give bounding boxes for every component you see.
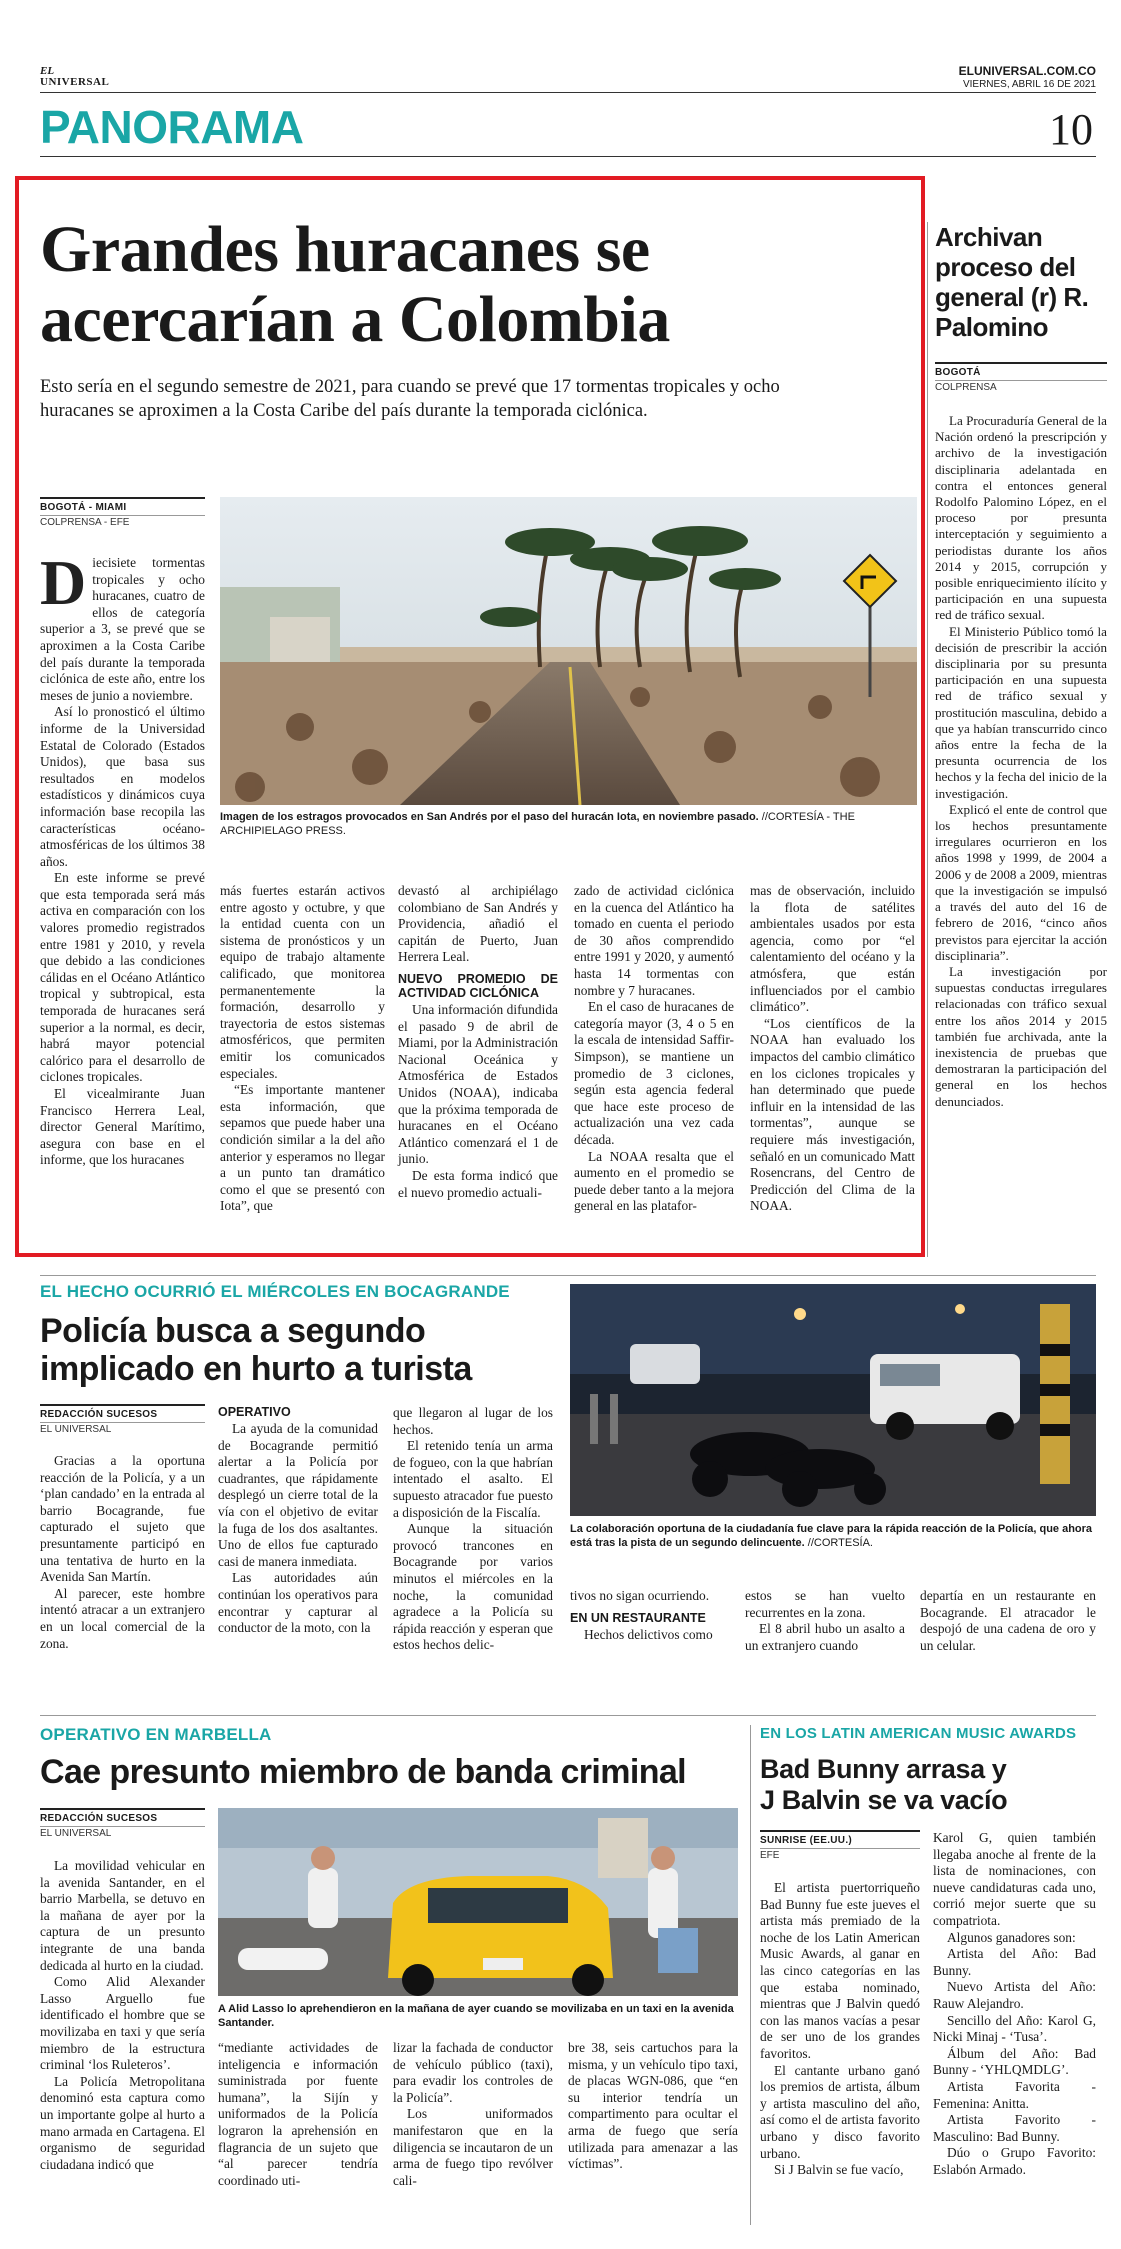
story4-col2 (933, 1830, 1096, 2178)
story2-col5 (745, 1588, 905, 1654)
story3-headline: Cae presunto miembro de banda criminal (40, 1753, 687, 1791)
lead-headline-line1: Grandes huracanes se (40, 213, 650, 286)
story2-col4-p2: Hechos delictivos como (584, 1626, 713, 1642)
lead-col1-p3: En este informe se prevé que esta temporada será más activa en comparación con los valores promedio registrados entre 1981 y 2010, y revela que debido a las condiciones cálidas en el Océano Atlántico tropical y subtropical, esta temporada de huracanes será superior a la normal, es decir, habrá mayor potencial calórico para el desarrollo de ciclones tropicales. (40, 870, 205, 1085)
story2-col4 (570, 1588, 730, 1643)
police-night-image (570, 1284, 1096, 1516)
lead-photo-caption (220, 810, 917, 838)
story2-col1-p2: Al parecer, este hombre intentó atracar a un extranjero en un local comercial de la zona. (40, 1585, 205, 1651)
masthead (40, 62, 1096, 93)
story2-col3-p2: El retenido tenía un arma de fogueo, con la que habrían intentado el asalto. El supuesto atracador fue puesto a disposición de la Fiscalía. (393, 1438, 553, 1520)
story4-col1-p2: El cantante urbano ganó los premios de artista, álbum y artista masculino del año, así como el de artista favorito urbano y disco favorito urbano. (760, 2062, 920, 2161)
story2-col5-p2: El 8 abril hubo un asalto a un extranjero cuando (745, 1621, 905, 1653)
story2-caption-credit: //CORTESÍA. (804, 1537, 873, 1549)
page-number: 10 (1049, 105, 1093, 154)
story4-byline-place: SUNRISE (EE.UU.) (760, 1835, 853, 1846)
story2-col4-p1: tivos no sigan ocurriendo. (570, 1588, 710, 1603)
story3-col1-p1: La movilidad vehicular en la avenida Santander, en el barrio Marbella, se detuvo en la mañana de ayer por la captura de un presunto integrante de una banda dedicada al hurto en la ciudad. (40, 1858, 205, 1973)
story4-col1-p3: Si J Balvin se fue vacío, (774, 2162, 904, 2178)
story3-byline (40, 1808, 205, 1839)
lead-col1 (40, 547, 205, 1169)
lead-col4-p3: La NOAA resalta que el aumento en el promedio se puede deber tanto a la mejora general en las platafor- (574, 1148, 734, 1214)
sidebar-byline-agency: COLPRENSA (935, 380, 1107, 393)
story4-divider (750, 1725, 751, 2225)
story3-photo (218, 1808, 738, 1996)
story2-col2-p1: La ayuda de la comunidad de Bocagrande permitió alertar a la Policía por cuadrantes, que rápidamente desplegó un cierre total de la vía con el objetivo de evitar la fuga de los dos asaltantes. Uno de ellos fue capturado casi de manera inmediata. (218, 1421, 378, 1569)
story2-col1 (40, 1453, 205, 1652)
story4-col2-p9: Dúo o Grupo Favorito: Eslabón Armado. (933, 2145, 1096, 2177)
story4-headline-line2: J Balvin se va vacío (760, 1785, 1008, 1815)
lead-col5 (750, 883, 915, 1215)
story2-headline-line1: Policía busca a segundo (40, 1312, 426, 1350)
story4-col2-p1: Karol G, quien también llegaba anoche al frente de la lista de nominaciones, con nueve candidaturas cada uno, corrió mejor suerte que su compatriota. (933, 1830, 1096, 1928)
story2-headline-line2: implicado en hurto a turista (40, 1350, 472, 1388)
site-url: ELUNIVERSAL.COM.CO (958, 64, 1096, 78)
story4-col2-p8: Artista Favorito - Masculino: Bad Bunny. (933, 2112, 1096, 2144)
story2-kicker: EL HECHO OCURRIÓ EL MIÉRCOLES EN BOCAGRANDE (40, 1282, 510, 1301)
story2-photo (570, 1284, 1096, 1516)
sidebar-p2: El Ministerio Público tomó la decisión de prescribir la acción disciplinaria por su presunta participación en una supuesta red de tráfico sexual y prostitución masculina, debido a que ya habían transcurrido cinco años entre la fecha de la presunta ocurrencia de los hechos y la fecha del inicio de la investigación. (935, 623, 1107, 801)
story4-col2-p7: Artista Favorita - Femenina: Anitta. (933, 2078, 1096, 2111)
issue-date: VIERNES, ABRIL 16 DE 2021 (962, 79, 1096, 90)
story3-kicker: OPERATIVO EN MARBELLA (40, 1725, 272, 1744)
dropcap: D (40, 547, 87, 618)
lead-col3-p3: De esta forma indicó que el nuevo promedio actuali- (398, 1167, 558, 1200)
story2-col4-subhead: EN UN RESTAURANTE (570, 1610, 706, 1625)
lead-col3-p2: Una información difundida el pasado 9 de abril de Miami, por la Administración Nacional Oceánica y Atmosférica de Estados Unidos (NOAA), indicaba que la próxima temporada de huracanes en el Océano Atlántico comenzará el 1 de junio. (398, 1001, 558, 1167)
lead-caption-credit: //CORTESÍA - THE ARCHIPIELAGO PRESS. (220, 811, 855, 837)
sidebar-body (935, 413, 1107, 1110)
story3-col1 (40, 1858, 205, 2173)
sidebar-p3: Explicó el ente de control que los hechos presuntamente irregulares ocurrieron en los años 1998 y 1999, de 2004 a 2006 y de 2008 a 2009, mientras que la investigación se impulsó a través del auto del 16 de febrero de 2016, “cinco años previstos para ejercitar la acción disciplinaria”. (935, 801, 1107, 963)
lead-headline-line2: acercarían a Colombia (40, 283, 670, 356)
lead-col5-p2: “Los científicos de la NOAA han evaluado los impactos del cambio climático en los ciclones tropicales y han determinado que puede influir en la intensidad de las tormentas”, aunque se requiere más investigación, señaló en un comunicado Matt Rosencrans, del Centro de Predicción del Clima de la NOAA. (750, 1015, 915, 1214)
lead-col2-p2: “Es importante mantener esta información, que sepamos que puede haber una condición similar a la del año anterior y esperamos no llegar a un punto tan dramático como el que se presentó con Iota”, que (220, 1082, 385, 1214)
story3-byline-agency: EL UNIVERSAL (40, 1826, 205, 1839)
lead-col4 (574, 883, 734, 1215)
story3-col1-p3: La Policía Metropolitana denominó esta captura como un importante golpe al hurto a mano armada en Cartagena. El organismo de seguridad ciudadana indicó que (40, 2073, 205, 2172)
story3-col3 (393, 2040, 553, 2189)
lead-col3 (398, 883, 558, 1201)
story4-col2-p4: Nuevo Artista del Año: Rauw Alejandro. (933, 1979, 1096, 2011)
sidebar-p1: La Procuraduría General de la Nación ordenó la prescripción y archivo de la investigación disciplinaria adelantada en contra el entonces general Rodolfo Palomino López, en el proceso por presunta interceptación y seguimiento a periodistas durante los años 2014 y 2015, corrupción y posible enriquecimiento ilícito y participación en una supuesta red de tráfico sexual. (935, 413, 1107, 623)
story4-col2-p3: Artista del Año: Bad Bunny. (933, 1946, 1096, 1978)
lead-col1-p2: Así lo pronosticó el último informe de la Universidad Estatal de Colorado (Estados Unidos), que basa sus resultados en modelos estadísticos y dinámicos cuya información base recopila las características océano-atmosféricas de los últimos 38 años. (40, 704, 205, 869)
logo-bottom: UNIVERSAL (40, 76, 110, 88)
story3-col4 (568, 2040, 738, 2173)
section-title: PANORAMA (40, 101, 304, 153)
logo-top: EL (40, 65, 55, 77)
story4-byline (760, 1830, 920, 1861)
story4-col1-p1: El artista puertorriqueño Bad Bunny fue este jueves el artista más premiado de la noche de los Latin American Music Awards, al ganar en las cinco categorías en las que estaba nominado, mientras que J Balvin quedó con las manos vacías a pesar de ser uno de los grandes favoritos. (760, 1880, 920, 2061)
story2-col2-p2: Las autoridades aún continúan los operativos para encontrar y capturar al conductor de la moto, con la (218, 1570, 378, 1636)
lead-col2-p1: más fuertes estarán activos entre agosto y octubre, y que la entidad cuenta con un sistema de pronósticos y un equipo de trabajo altamente calificado, que monitorea permanentemente la formación, desarrollo y trayectoria de estos sistemas atmosféricos, que permiten emitir los comunicados especiales. (220, 883, 385, 1081)
story4-headline (760, 1754, 1096, 1816)
story2-col3-p3: Aunque la situación provocó trancones en Bocagrande por varios minutos el miércoles en la noche, la comunidad agradece a la Policía su rápida reacción y esperan que estos hechos delic- (393, 1521, 553, 1653)
sidebar-p4: La investigación por supuestas conductas irregulares relacionadas con tráfico sexual entre los años 2014 y 2015 también fue archivada, ante la inexistencia de pruebas que demostraran la participación del general en los hechos denunciados. (935, 963, 1107, 1109)
sidebar-byline (935, 362, 1107, 393)
story3-rule (40, 1715, 1096, 1716)
sidebar-rule (927, 222, 928, 1257)
story2-col6-p1: departía en un restaurante en Bocagrande. El atracador le despojó de una cadena de oro y un celular. (920, 1588, 1096, 1653)
story2-byline-agency: EL UNIVERSAL (40, 1422, 205, 1435)
story2-col1-p1: Gracias a la oportuna reacción de la Policía, y a un ‘plan candado’ en la entrada al barrio Bocagrande, fue capturado el sujeto que presuntamente participó en una tentativa de hurto en la Avenida San Martín. (40, 1453, 205, 1585)
story2-byline (40, 1404, 205, 1435)
lead-caption-text: Imagen de los estragos provocados en San Andrés por el paso del huracán Iota, en noviembre pasado. (220, 811, 759, 823)
section-rule (40, 156, 1096, 157)
lead-byline-place: BOGOTÁ - MIAMI (40, 502, 127, 513)
lead-col2 (220, 883, 385, 1215)
story2-col3-p1: que llegaron al lugar de los hechos. (393, 1405, 553, 1437)
story2-rule (40, 1275, 1096, 1276)
story3-col4-p1: bre 38, seis cartuchos para la misma, y un vehículo tipo taxi, de placas WGN-086, que “en su interior tendría un compartimento para ocultar el arma de fuego que sería utilizada para amenazar a las víctimas”. (568, 2040, 738, 2172)
lead-col3-p1: devastó al archipiélago colombiano de San Andrés y Providencia, añadió el capitán de Puerto, Juan Herrera Leal. (398, 883, 558, 965)
story3-col2-p1: “mediante actividades de inteligencia e información suministrada por fuente humana”, la Sijín y uniformados de la Policía lograron la aprehensión en flagrancia de un sujeto que “al parecer tendría coordinado uti- (218, 2040, 378, 2188)
lead-col4-p2: En el caso de huracanes de categoría mayor (3, 4 o 5 en la escala de intensidad Saffir-Simpson), se mantiene un promedio de 3 ciclones, según esta agencia federal que hace este proceso de actualización una vez cada década. (574, 999, 734, 1147)
story3-byline-place: REDACCIÓN SUCESOS (40, 1813, 158, 1824)
story2-byline-place: REDACCIÓN SUCESOS (40, 1409, 158, 1420)
logo (40, 66, 109, 88)
story3-photo-caption (218, 2002, 738, 2030)
sidebar-headline: Archivan proceso del general (r) R. Palomino (935, 222, 1089, 342)
story4-col2-p5: Sencillo del Año: Karol G, Nicki Minaj - ‘Tusa’. (933, 2012, 1096, 2045)
sidebar-byline-place: BOGOTÁ (935, 367, 981, 378)
story2-caption-text: La colaboración oportuna de la ciudadanía fue clave para la rápida reacción de la Policía, que ahora está tras la pista de un segundo delincuente. (570, 1523, 1093, 1549)
story2-col5-p1: estos se han vuelto recurrentes en la zona. (745, 1588, 905, 1620)
arrest-taxi-image (218, 1808, 738, 1996)
story2-photo-caption (570, 1522, 1096, 1550)
story3-col3-p1: lizar la fachada de conductor de vehículo público (taxi), para evadir los controles de la Policía”. (393, 2040, 553, 2105)
lead-col1-p4: El vicealmirante Juan Francisco Herrera Leal, director General Marítimo, asegura con base en el informe, que los huracanes (40, 1086, 205, 1168)
story2-col2-subhead: OPERATIVO (218, 1405, 291, 1419)
story4-col2-p6: Álbum del Año: Bad Bunny - ‘YHLQMDLG’. (933, 2045, 1096, 2078)
story3-col1-p2: Como Alid Alexander Lasso Arguello fue identificado el hombre que se movilizaba en taxi y que sería miembro de la estructura criminal ‘los Ruleteros’. (40, 1974, 205, 2073)
story4-col2-p2: Algunos ganadores son: (947, 1929, 1076, 1945)
lead-headline (40, 215, 920, 355)
story3-col2 (218, 2040, 378, 2189)
lead-byline-agency: COLPRENSA - EFE (40, 515, 205, 528)
story4-byline-agency: EFE (760, 1848, 920, 1861)
story3-col3-p2: Los uniformados manifestaron que en la diligencia se incautaron de un arma de fuego tipo revólver cali- (393, 2106, 553, 2188)
hurricane-damage-image (220, 497, 917, 805)
lead-deck: Esto sería en el segundo semestre de 2021, para cuando se prevé que 17 tormentas tropicales y ocho huracanes se aproximen a la Costa Caribe del país durante la temporada ciclónica. (40, 377, 780, 421)
lead-byline (40, 497, 205, 528)
story3-caption-text: A Alid Lasso lo aprehendieron en la mañana de ayer cuando se movilizaba en un taxi en la avenida Santander. (218, 2003, 734, 2029)
story2-headline (40, 1312, 580, 1388)
story2-col3 (393, 1405, 553, 1654)
lead-col3-subhead: NUEVO PROMEDIO DE ACTIVIDAD CICLÓNICA (398, 971, 558, 1000)
story4-headline-line1: Bad Bunny arrasa y (760, 1754, 1007, 1784)
story4-col1 (760, 1880, 920, 2179)
story2-col2 (218, 1405, 378, 1637)
lead-photo (220, 497, 917, 805)
story2-col6 (920, 1588, 1096, 1654)
lead-col1-first: iecisiete tormentas tropicales y ocho huracanes, cuatro de ellos de categoría superior a 3, se prevé que se aproximen a la Costa Caribe del país durante la temporada ciclónica de este año, entre los meses de junio a noviembre. (40, 555, 205, 703)
story4-kicker: EN LOS LATIN AMERICAN MUSIC AWARDS (760, 1725, 1077, 1742)
lead-col5-p1: mas de observación, incluido la flota de satélites ambientales usados por esta agencia, como por “el calentamiento del océano y la atmósfera, que están influenciados por el cambio climático”. (750, 883, 915, 1015)
lead-col4-p1: zado de actividad ciclónica en la cuenca del Atlántico ha tomado en cuenta el periodo de 30 años comprendido entre 1991 y 2020, y aumentó hasta 14 tormentas con nombre y 7 huracanes. (574, 883, 734, 998)
